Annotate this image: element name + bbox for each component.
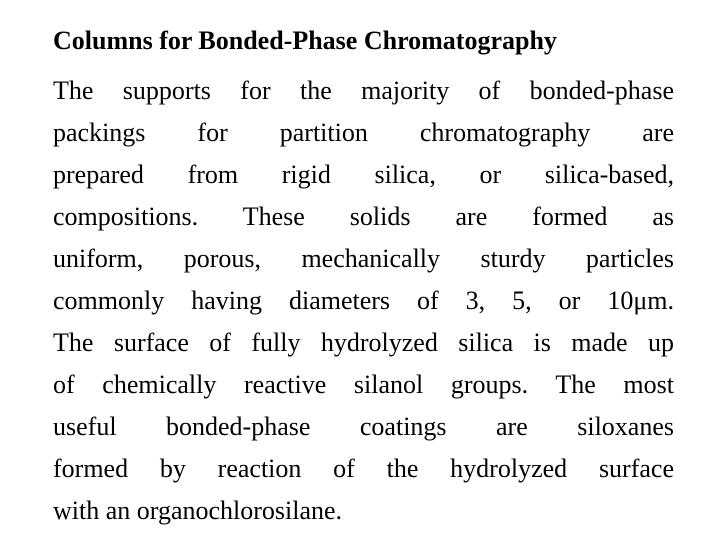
paragraph-line: prepared from rigid silica, or silica-based, [53, 160, 674, 189]
paragraph-line: packings for partition chromatography are [53, 118, 674, 147]
paragraph-line: commonly having diameters of 3, 5, or 10μm. [53, 286, 674, 315]
paragraph-line: The surface of fully hydrolyzed silica is made up [53, 328, 674, 357]
paragraph-line: formed by reaction of the hydrolyzed surface [53, 454, 674, 483]
page-title: Columns for Bonded-Phase Chromatography [53, 26, 557, 55]
paragraph-line: of chemically reactive silanol groups. The most [53, 370, 674, 399]
paragraph-line: The supports for the majority of bonded-phase [53, 76, 674, 105]
body-paragraph [53, 70, 674, 532]
paragraph-line: compositions. These solids are formed as [53, 202, 674, 231]
paragraph-line: with an organochlorosilane. [53, 496, 343, 525]
document-slide [53, 22, 674, 532]
paragraph-line: uniform, porous, mechanically sturdy particles [53, 244, 674, 273]
paragraph-line: useful bonded-phase coatings are siloxanes [53, 412, 674, 441]
